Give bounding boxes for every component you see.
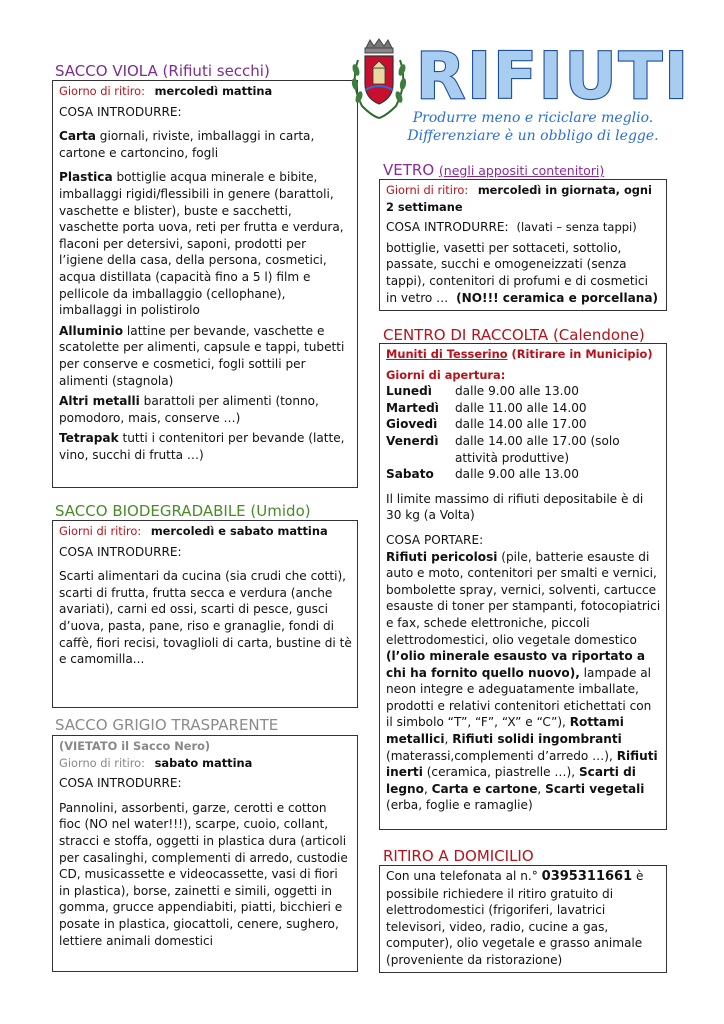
domicilio-phone: 0395311661 xyxy=(541,869,633,884)
umido-cosa-label: COSA INTRODURRE: xyxy=(59,544,182,559)
centro-limit: Il limite massimo di rifiuti depositabile è di 30 kg (a Volta) xyxy=(386,491,644,523)
sacco-viola-title: SACCO VIOLA (Rifiuti secchi) xyxy=(55,62,270,80)
slogan-line-1: Produrre meno e riciclare meglio. xyxy=(412,110,654,126)
vetro-subtitle: (negli appositi contenitori) xyxy=(438,163,605,178)
centro-box xyxy=(379,343,667,830)
viola-item-carta: Carta giornali, riviste, imballaggi in carta, cartone e cartoncino, fogli xyxy=(59,129,315,160)
grigio-text: Pannolini, assorbenti, garze, cerotti e cotton fioc (NO nel water!!!), scarpe, cuoio, collant, stracci e stoffa, oggetti in plastica dura (articoli per casalinghi, complementi di arredo, custodie CD, musicassette e videocassette, vasi di fiori in plastica), borse, zainetti e simili, oggetti in gomma, grucce appendiabiti, piatti, bicchieri e posate in plastica, giocattoli, cenere, sughero, lettiere animali domestici xyxy=(59,800,348,948)
vetro-cosa-label: COSA INTRODURRE: xyxy=(386,220,509,235)
vetro-cosa-note: (lavati – senza tappi) xyxy=(516,220,637,235)
grigio-pickup-label: Giorno di ritiro: xyxy=(59,755,145,770)
domicilio-box xyxy=(379,865,667,973)
centro-title: CENTRO DI RACCOLTA (Calendone) xyxy=(383,326,645,344)
viola-item-plastica: Plastica bottiglie acqua minerale e bibite, imballaggi rigidi/flessibili in genere (barattoli, vaschette e blister), buste e sacchetti, vaschette porta uova, reti per frutta e verdura, flaconi per detersivi, saponi, prodotti per l’igiene della casa, della persona, cosmetici, acqua distillata (capacità fino a 5 l) film e pellicole da imballaggio (cellophane), imballaggi in polistirolo xyxy=(59,170,344,318)
sacco-viola-box xyxy=(52,80,358,488)
vetro-cosa xyxy=(386,219,661,236)
centro-cosa-label: COSA PORTARE: xyxy=(386,532,484,547)
viola-item-altri-metalli: Altri metalli barattoli per alimenti (tonno, pomodoro, mais, conserve …) xyxy=(59,394,319,425)
viola-pickup-value: mercoledì mattina xyxy=(154,84,273,98)
rifiuti-title xyxy=(412,40,694,110)
umido-pickup xyxy=(59,523,352,540)
coat-of-arms-logo xyxy=(348,38,410,120)
grigio-note: (VIETATO il Sacco Nero) xyxy=(59,739,211,753)
viola-pickup-label: Giorno di ritiro: xyxy=(59,84,145,98)
domicilio-text: Con una telefonata al n.° 0395311661 è possibile richiedere il ritiro gratuito di elettrodomestici (frigoriferi, lavatrici televisori, video, radio, cucine a gas, computer), olio vegetale e grasso animale (proveniente da ristorazione) xyxy=(386,869,644,967)
sacco-grigio-title: SACCO GRIGIO TRASPARENTE xyxy=(55,716,279,734)
centro-tesserino xyxy=(386,346,661,363)
hours-row-giovedi: Giovedì dalle 14.00 alle 17.00 xyxy=(386,417,587,432)
hours-row-lunedi: Lunedì dalle 9.00 alle 13.00 xyxy=(386,384,579,399)
vetro-pickup-value: mercoledì in giornata, ogni 2 settimane xyxy=(386,183,652,214)
sacco-umido-title: SACCO BIODEGRADABILE (Umido) xyxy=(55,502,311,520)
viola-item-alluminio: Alluminio lattine per bevande, vaschette e scatolette per alimenti, capsule e tappi, tubetti per conserve e cosmetici, fogli sottili per alimenti (stagnola) xyxy=(59,323,345,388)
vetro-warning: (NO!!! ceramica e porcellana) xyxy=(456,290,659,305)
viola-item-tetrapak: Tetrapak tutti i contenitori per bevande (latte, vino, succhi di frutta …) xyxy=(59,431,345,462)
umido-pickup-value: mercoledì e sabato mattina xyxy=(150,524,328,538)
sacco-umido-box xyxy=(52,520,358,708)
viola-cosa-label: COSA INTRODURRE: xyxy=(59,104,182,119)
grigio-pickup xyxy=(59,755,352,772)
vetro-text: bottiglie, vasetti per sottaceti, sottolio, passate, succhi e omogeneizzati (senza tappi), contenitori di profumi e di cosmetici in vetro … (NO!!! ceramica e porcellana) xyxy=(386,240,659,305)
hours-row-martedi: Martedì dalle 11.00 alle 14.00 xyxy=(386,400,587,415)
slogan xyxy=(378,109,688,145)
umido-text: Scarti alimentari da cucina (sia crudi che cotti), scarti di frutta, frutta secca e verdura (anche avariati), carni ed ossi, scarti di pesce, gusci d’uova, pasta, pane, riso e granaglie, fondi di caffè, fiori recisi, tovaglioli di carta, bustine di tè e camomilla... xyxy=(59,569,352,667)
domicilio-title: RITIRO A DOMICILIO xyxy=(383,847,534,865)
umido-pickup-label: Giorni di ritiro: xyxy=(59,524,142,538)
hours-row-venerdi: Venerdì dalle 14.00 alle 17.00 (solo attività produttive) xyxy=(386,433,620,465)
vetro-pickup-label: Giorni di ritiro: xyxy=(386,183,469,197)
grigio-pickup-value: sabato mattina xyxy=(154,755,253,770)
rifiuti-title-text: RIFIUTI xyxy=(415,40,691,110)
centro-portare-text: Rifiuti pericolosi (pile, batterie esauste di auto e moto, contenitori per smalti e vernici, bombolette spray, vernici, solventi, cartucce esauste di toner per stampanti, fotocopiatrici e fax, schede elettroniche, piccoli elettrodomestici, olio vegetale domestico (l’olio minerale esausto va riportato a chi ha fornito quello nuovo), lampade al neon integre e adeguatamente imballate, prodotti e relativi contenitori etichettati con il simbolo “T”, “F”, “X” e “C”), Rottami metallici, Rifiuti solidi ingombranti (materassi,complementi d’arredo …), Rifiuti inerti (ceramica, piastrelle …), Scarti di legno, Carta e cartone, Scarti vegetali (erba, foglie e ramaglie) xyxy=(386,549,661,813)
grigio-cosa-label: COSA INTRODURRE: xyxy=(59,776,182,791)
centro-tesserino-label: Muniti di Tesserino xyxy=(386,347,508,361)
centro-opening-label: Giorni di apertura: xyxy=(386,367,506,382)
viola-pickup xyxy=(59,83,352,100)
vetro-box xyxy=(379,179,667,311)
sacco-grigio-box xyxy=(52,735,358,972)
centro-tesserino-note: (Ritirare in Municipio) xyxy=(511,347,653,361)
vetro-title xyxy=(383,161,604,180)
vetro-title-main: VETRO xyxy=(383,161,435,179)
vetro-pickup xyxy=(386,182,661,215)
slogan-line-2: Differenziare è un obbligo di legge. xyxy=(407,128,659,144)
hours-row-sabato: Sabato dalle 9.00 alle 13.00 xyxy=(386,467,579,482)
